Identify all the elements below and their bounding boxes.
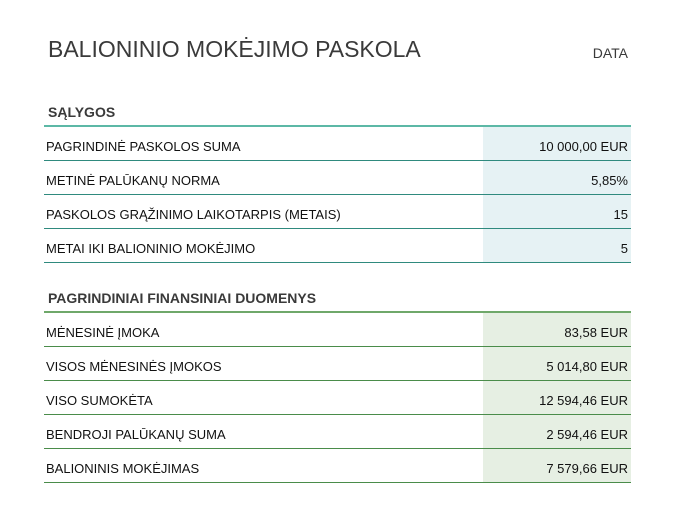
monthly-payment-value: 83,58 EUR [483,313,631,346]
row-label: MĖNESINĖ ĮMOKA [46,325,160,340]
row-label: VISO SUMOKĖTA [46,393,153,408]
loan-term-cell[interactable]: 15 [483,195,631,228]
financial-section [44,286,631,483]
loan-amount-cell[interactable]: 10 000,00 EUR [483,127,631,160]
financial-heading: PAGRINDINIAI FINANSINIAI DUOMENYS [44,286,631,313]
years-to-balloon-cell[interactable]: 5 [483,229,631,262]
total-interest-value: 2 594,46 EUR [483,415,631,448]
conditions-section [44,100,631,263]
row-label: BENDROJI PALŪKANŲ SUMA [46,427,226,442]
row-label: METAI IKI BALIONINIO MOKĖJIMO [46,241,256,256]
balloon-payment-value: 7 579,66 EUR [483,449,631,482]
row-label: VISOS MĖNESINĖS ĮMOKOS [46,359,222,374]
row-label: BALIONINIS MOKĖJIMAS [46,461,200,476]
page-title: BALIONINIO MOKĖJIMO PASKOLA [48,36,421,62]
table-row [44,127,631,161]
table-row [44,449,631,483]
date-field[interactable]: DATA [592,45,628,61]
table-row [44,415,631,449]
row-label: PAGRINDINĖ PASKOLOS SUMA [46,139,241,154]
interest-rate-cell[interactable]: 5,85% [483,161,631,194]
table-row [44,229,631,263]
table-row [44,381,631,415]
table-row [44,195,631,229]
total-paid-value: 12 594,46 EUR [483,381,631,414]
conditions-heading: SĄLYGOS [44,100,631,127]
total-monthly-payments-value: 5 014,80 EUR [483,347,631,380]
table-row [44,313,631,347]
table-row [44,161,631,195]
table-row [44,347,631,381]
row-label: PASKOLOS GRĄŽINIMO LAIKOTARPIS (METAIS) [46,207,341,222]
row-label: METINĖ PALŪKANŲ NORMA [46,173,220,188]
